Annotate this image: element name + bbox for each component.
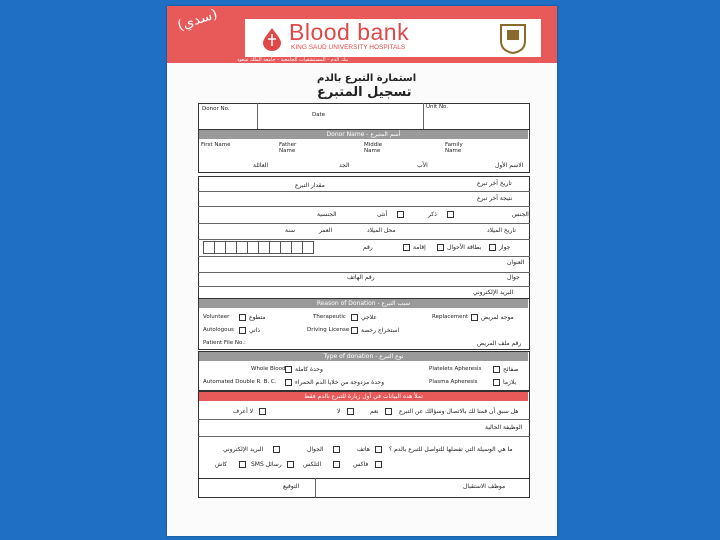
no-checkbox[interactable] <box>347 408 354 415</box>
replacement-checkbox[interactable] <box>471 314 478 321</box>
form-title: استمارة التبرع بالدم <box>317 73 417 84</box>
phone-method-checkbox[interactable] <box>375 446 382 453</box>
male-label: ذكر <box>428 211 437 218</box>
row-divider <box>198 256 530 257</box>
form-subtitle: تسجيل المتبرع <box>317 85 412 100</box>
top-box-divider <box>257 103 258 131</box>
phone-label: رقم الهاتف <box>347 274 375 281</box>
last-result-label: نتيجة آخر تبرع <box>477 195 513 202</box>
sms-method-checkbox[interactable] <box>287 461 294 468</box>
first-name-label: First Name <box>201 142 231 148</box>
cash-method-checkbox[interactable] <box>239 461 246 468</box>
telex-method-checkbox[interactable] <box>333 461 340 468</box>
therapeutic-label: Therapeutic <box>313 314 346 320</box>
row-divider <box>198 191 530 192</box>
father-name-ar-label: الأب <box>417 162 428 169</box>
autologous-ar-label: ذاتي <box>249 327 261 334</box>
nationality-label: الجنسية <box>317 211 337 218</box>
platelets-label: Platelets Apheresis <box>429 366 482 372</box>
donor-name-bar: Donor Name - أسم المتبرع <box>199 130 528 139</box>
patient-file-label: Patient File No.: <box>203 340 246 346</box>
platelets-checkbox[interactable] <box>493 366 500 373</box>
top-id-box <box>198 103 530 131</box>
yes-label: نعم <box>370 408 379 415</box>
family-name-ar-label: العائلة <box>253 162 269 169</box>
reception-staff-label: موظف الاستقبال <box>463 483 506 490</box>
father-name-label: Father Name <box>279 142 297 154</box>
plasma-checkbox[interactable] <box>493 379 500 386</box>
date-label: Date <box>312 112 326 118</box>
plasma-ar-label: بلازما <box>503 379 517 386</box>
female-checkbox[interactable] <box>397 211 404 218</box>
brand-title: Blood bank <box>289 19 410 45</box>
address-label: العنوان <box>507 259 525 266</box>
phone-method-label: هاتف <box>357 446 370 453</box>
family-name-label: Family Name <box>445 142 463 154</box>
email-method-label: البريد الإلكتروني <box>223 446 264 453</box>
fax-method-checkbox[interactable] <box>375 461 382 468</box>
passport-label: جواز <box>499 244 511 251</box>
iqama-label: إقامة <box>413 244 426 251</box>
middle-name-label: Middle Name <box>364 142 383 154</box>
blood-drop-logo-icon <box>259 26 285 52</box>
row-divider <box>198 436 530 437</box>
no-label: لا <box>337 408 341 415</box>
replacement-label: Replacement <box>432 314 469 320</box>
double-rbc-checkbox[interactable] <box>285 379 292 386</box>
male-checkbox[interactable] <box>447 211 454 218</box>
double-rbc-ar-label: وحدة مزدوجة من خلايا الدم الحمراء <box>295 379 385 386</box>
fax-method-label: فاكس <box>353 461 369 468</box>
row-divider <box>198 286 530 287</box>
age-label: العمر <box>319 227 333 234</box>
telex-method-label: التلكس <box>303 461 322 468</box>
job-label: الوظيفة الحالية <box>485 424 523 431</box>
email-label: البريد الإلكتروني <box>473 289 514 296</box>
last-donation-label: تاريخ آخر تبرع <box>477 180 512 187</box>
civil-id-label: بطاقة الأحوال <box>447 244 482 251</box>
driving-license-checkbox[interactable] <box>351 327 358 334</box>
dont-know-checkbox[interactable] <box>259 408 266 415</box>
first-visit-bar: تملأ هذه البيانات في أول زيارة للتبرع بالدم فقط <box>199 392 528 401</box>
driving-license-label: Driving License <box>307 327 350 333</box>
civil-id-checkbox[interactable] <box>437 244 444 251</box>
first-name-ar-label: الاسم الأول <box>495 162 524 169</box>
yes-checkbox[interactable] <box>385 408 392 415</box>
contact-method-question: ما هي الوسيلة التي تفضلها للتواصل للتبرع بالدم ؟ <box>389 446 513 453</box>
year-label: سنة <box>285 227 296 234</box>
number-label: رقم <box>363 244 373 251</box>
email-method-checkbox[interactable] <box>273 446 280 453</box>
mobile-method-checkbox[interactable] <box>333 446 340 453</box>
dob-label: تاريخ الميلاد <box>487 227 516 234</box>
signature-label: التوقيع <box>283 483 300 490</box>
volunteer-checkbox[interactable] <box>239 314 246 321</box>
autologous-checkbox[interactable] <box>239 327 246 334</box>
first-visit-section <box>198 391 530 483</box>
whole-blood-checkbox[interactable] <box>285 366 292 373</box>
id-digit-cell[interactable] <box>302 241 314 254</box>
mobile-method-label: الجوال <box>307 446 324 453</box>
row-divider <box>198 206 530 207</box>
brand-subtitle: KING SAUD UNIVERSITY HOSPITALS <box>291 44 406 51</box>
whole-blood-ar-label: وحدة كاملة <box>295 366 323 373</box>
row-divider <box>198 223 530 224</box>
whole-blood-label: Whole Blood <box>251 366 286 372</box>
footer-divider <box>315 478 316 498</box>
row-divider <box>198 419 530 420</box>
reason-bar: Reason of Donation - سبب التبرع <box>199 299 528 308</box>
unit-no-label: Unit No. <box>426 104 449 110</box>
pob-label: محل الميلاد <box>367 227 396 234</box>
donor-no-label: Donor No. <box>202 106 230 112</box>
female-label: أنثى <box>377 211 388 218</box>
row-divider <box>198 239 530 240</box>
donation-type-bar: Type of donation - نوع التبرع <box>199 352 528 361</box>
platelets-ar-label: صفائح <box>503 366 519 373</box>
grandfather-name-ar-label: الجد <box>339 162 350 169</box>
cash-method-label: كاش <box>215 461 228 468</box>
top-box-divider <box>423 103 424 131</box>
volunteer-ar-label: متطوع <box>249 314 266 321</box>
driving-license-ar-label: استخراج رخصة <box>361 327 400 334</box>
plasma-label: Plasma Apheresis <box>429 379 478 385</box>
contact-question: هل سبق أن قمنا لك بالاتصال وسؤالك عن التبرع <box>399 408 519 415</box>
passport-checkbox[interactable] <box>489 244 496 251</box>
dont-know-label: لا أعرف <box>233 408 254 415</box>
donor-form-page <box>167 6 557 536</box>
university-crest-icon <box>497 21 529 55</box>
mobile-label: جوال <box>507 274 520 281</box>
sms-method-label: SMS رسائل <box>251 461 282 468</box>
sex-label: الجنس <box>512 211 529 218</box>
autologous-label: Autologous <box>203 327 234 333</box>
volunteer-label: Volunteer <box>203 314 230 320</box>
iqama-checkbox[interactable] <box>403 244 410 251</box>
double-rbc-label: Automated Double R. B. C. <box>203 379 277 385</box>
replacement-ar-label: موجه لمريض <box>481 314 514 321</box>
row-divider <box>198 272 530 273</box>
donation-amount-label: مقدار التبرع <box>295 182 325 189</box>
patient-file-ar-label: رقم ملف المريض <box>477 340 522 347</box>
therapeutic-checkbox[interactable] <box>351 314 358 321</box>
handwritten-note: (سدي) <box>175 6 220 34</box>
therapeutic-ar-label: علاجي <box>361 314 377 321</box>
banner-arabic-subtitle: بنك الدم - المستشفيات الجامعية - جامعة الملك سعود <box>237 57 348 63</box>
